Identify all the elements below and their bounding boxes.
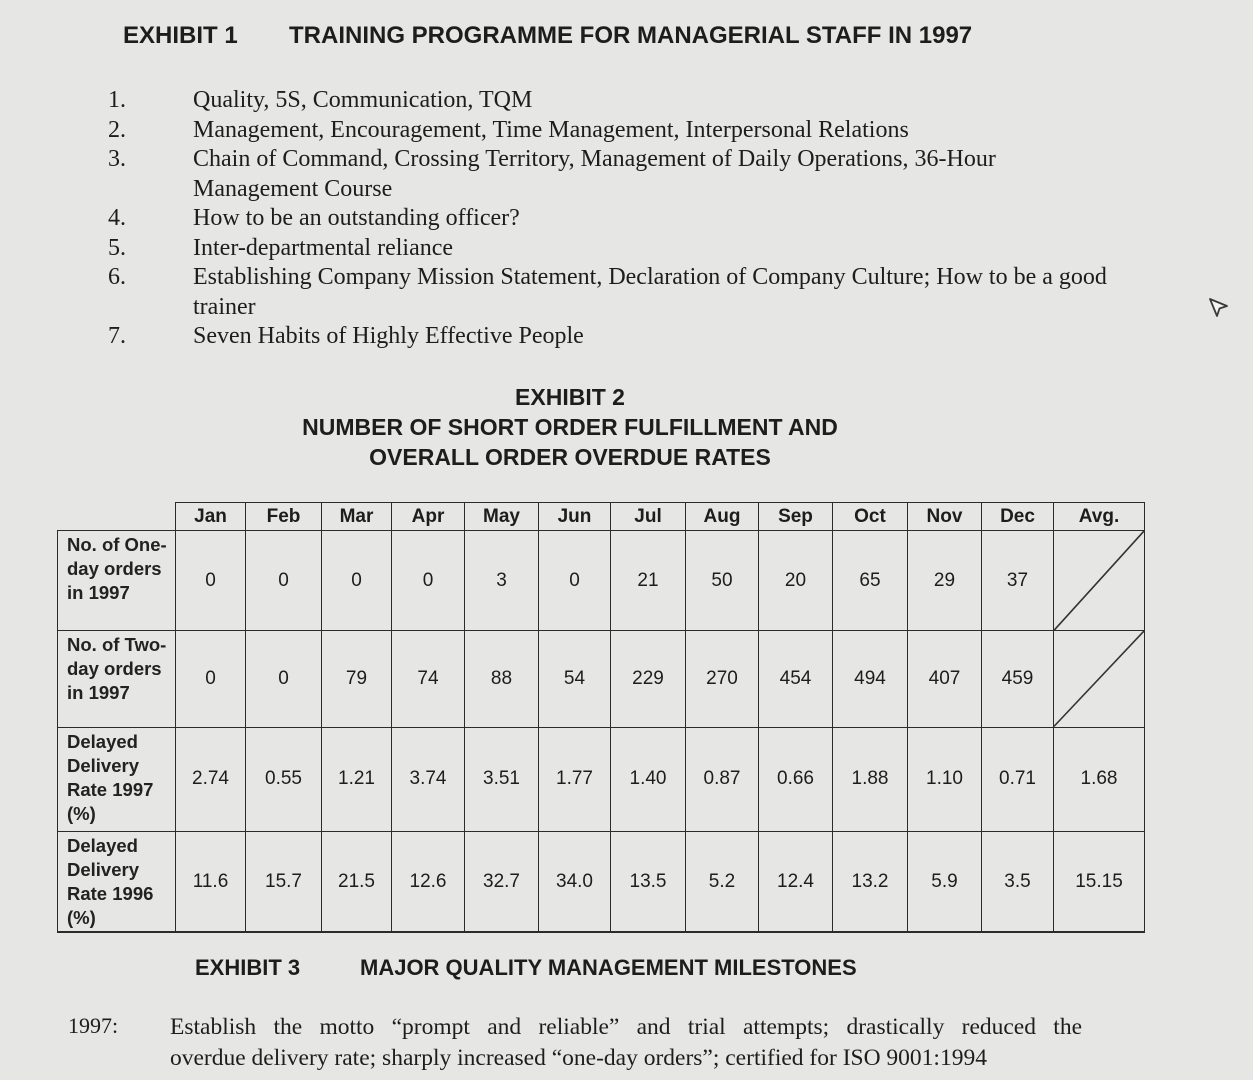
column-header: Nov bbox=[908, 503, 982, 531]
table-cell: 37 bbox=[982, 531, 1054, 631]
table-cell: 12.4 bbox=[759, 832, 833, 932]
column-header: May bbox=[465, 503, 539, 531]
table-cell: 50 bbox=[686, 531, 759, 631]
list-item bbox=[108, 86, 1108, 116]
table-cell: 32.7 bbox=[465, 832, 539, 932]
table-cell: 54 bbox=[539, 631, 611, 727]
milestone-year: 1997: bbox=[68, 1013, 119, 1038]
table-cell: 1.10 bbox=[908, 727, 982, 831]
exhibit1-label: EXHIBIT 1 bbox=[123, 22, 238, 49]
table-cell: 494 bbox=[833, 631, 908, 727]
exhibit2-table bbox=[57, 502, 1145, 933]
column-header: Dec bbox=[982, 503, 1054, 531]
list-item-number: 1. bbox=[108, 87, 126, 113]
mouse-pointer-icon bbox=[1207, 296, 1231, 322]
table-cell: 0.87 bbox=[686, 727, 759, 831]
table-cell: 11.6 bbox=[176, 832, 246, 932]
table-cell: 3.51 bbox=[465, 727, 539, 831]
list-item-text: Management, Encouragement, Time Management, Interpersonal Relations bbox=[193, 116, 909, 143]
table-cell: 3.5 bbox=[982, 832, 1054, 932]
table-row bbox=[58, 631, 1145, 727]
row-label: No. of One-day orders in 1997 bbox=[58, 531, 176, 631]
table-cell: 5.2 bbox=[686, 832, 759, 932]
exhibit2-title-line2: OVERALL ORDER OVERDUE RATES bbox=[369, 444, 771, 470]
table-cell: 0.55 bbox=[246, 727, 322, 831]
list-item bbox=[108, 116, 1108, 146]
table-cell: 0 bbox=[246, 531, 322, 631]
table-cell: 3.74 bbox=[392, 727, 465, 831]
table-row bbox=[58, 832, 1145, 932]
table-cell: 229 bbox=[611, 631, 686, 727]
milestone-text bbox=[170, 1012, 1082, 1074]
table-cell: 454 bbox=[759, 631, 833, 727]
list-item-number: 7. bbox=[108, 323, 126, 349]
list-item-text: Quality, 5S, Communication, TQM bbox=[193, 87, 533, 113]
column-header: Oct bbox=[833, 503, 908, 531]
diagonal-strike bbox=[1054, 531, 1144, 630]
table-cell: 2.74 bbox=[176, 727, 246, 831]
row-label: No. of Two-day orders in 1997 bbox=[58, 631, 176, 727]
list-item-number: 3. bbox=[108, 146, 126, 172]
list-item bbox=[108, 263, 1108, 322]
exhibit1-list bbox=[108, 86, 1108, 352]
table-cell: 1.77 bbox=[539, 727, 611, 831]
table-cell: 0 bbox=[539, 531, 611, 631]
list-item-number: 2. bbox=[108, 116, 126, 143]
list-item bbox=[108, 204, 1108, 234]
avg-cell: 15.15 bbox=[1054, 832, 1145, 932]
exhibit3-title: MAJOR QUALITY MANAGEMENT MILESTONES bbox=[360, 955, 857, 980]
table-row bbox=[58, 727, 1145, 831]
table-cell: 0 bbox=[176, 631, 246, 727]
milestone-text-line2: overdue delivery rate; sharply increased “one-day orders”; certified for ISO 9001:1994 bbox=[170, 1045, 987, 1071]
table-cell: 0 bbox=[246, 631, 322, 727]
table-cell: 0 bbox=[392, 531, 465, 631]
table-cell: 3 bbox=[465, 531, 539, 631]
table-cell: 21.5 bbox=[322, 832, 392, 932]
exhibit2-label: EXHIBIT 2 bbox=[515, 384, 625, 410]
table-header-row bbox=[58, 503, 1145, 531]
table-cell: 1.40 bbox=[611, 727, 686, 831]
table-cell: 1.88 bbox=[833, 727, 908, 831]
table-cell: 65 bbox=[833, 531, 908, 631]
table-corner-cell bbox=[58, 503, 176, 531]
row-label: Delayed Delivery Rate 1997 (%) bbox=[58, 727, 176, 831]
column-header: Mar bbox=[322, 503, 392, 531]
exhibit2-title bbox=[268, 382, 872, 472]
table-cell: 5.9 bbox=[908, 832, 982, 932]
list-item-number: 6. bbox=[108, 264, 126, 290]
column-header: Jan bbox=[176, 503, 246, 531]
list-item-text: Establishing Company Mission Statement, Declaration of Company Culture; How to be a good trainer bbox=[193, 264, 1107, 320]
exhibit3-label: EXHIBIT 3 bbox=[195, 955, 301, 980]
list-item-text: How to be an outstanding officer? bbox=[193, 205, 520, 231]
list-item-number: 4. bbox=[108, 205, 126, 231]
list-item bbox=[108, 322, 1108, 352]
column-header: Aug bbox=[686, 503, 759, 531]
list-item-text: Chain of Command, Crossing Territory, Management of Daily Operations, 36-Hour Management Course bbox=[193, 146, 996, 202]
column-header: Sep bbox=[759, 503, 833, 531]
table-cell: 20 bbox=[759, 531, 833, 631]
table-cell: 0.71 bbox=[982, 727, 1054, 831]
table-cell: 1.21 bbox=[322, 727, 392, 831]
table-cell: 13.2 bbox=[833, 832, 908, 932]
table-cell: 459 bbox=[982, 631, 1054, 727]
exhibit3-header bbox=[195, 955, 857, 981]
table-cell: 79 bbox=[322, 631, 392, 727]
column-header: Avg. bbox=[1054, 503, 1145, 531]
table-cell: 270 bbox=[686, 631, 759, 727]
exhibit1-header bbox=[123, 22, 972, 50]
table-cell: 0 bbox=[322, 531, 392, 631]
table-cell: 34.0 bbox=[539, 832, 611, 932]
list-item-text: Seven Habits of Highly Effective People bbox=[193, 323, 584, 349]
avg-cell: 1.68 bbox=[1054, 727, 1145, 831]
table-row bbox=[58, 531, 1145, 631]
column-header: Jul bbox=[611, 503, 686, 531]
exhibit2-title-line1: NUMBER OF SHORT ORDER FULFILLMENT AND bbox=[302, 414, 838, 440]
table-cell: 29 bbox=[908, 531, 982, 631]
avg-cell-empty bbox=[1054, 631, 1145, 727]
column-header: Feb bbox=[246, 503, 322, 531]
table-cell: 21 bbox=[611, 531, 686, 631]
table-cell: 12.6 bbox=[392, 832, 465, 932]
list-item-text: Inter-departmental reliance bbox=[193, 234, 454, 261]
column-header: Jun bbox=[539, 503, 611, 531]
avg-cell-empty bbox=[1054, 531, 1145, 631]
list-item bbox=[108, 145, 1108, 204]
milestone-text-line1: Establish the motto “prompt and reliable” and trial attempts; drastically reduced the bbox=[170, 1014, 1082, 1040]
table-cell: 407 bbox=[908, 631, 982, 727]
exhibit1-title: TRAINING PROGRAMME FOR MANAGERIAL STAFF IN 1997 bbox=[289, 22, 973, 49]
table-cell: 74 bbox=[392, 631, 465, 727]
list-item-number: 5. bbox=[108, 234, 126, 261]
row-label: Delayed Delivery Rate 1996 (%) bbox=[58, 832, 176, 932]
list-item bbox=[108, 234, 1108, 264]
table-cell: 0.66 bbox=[759, 727, 833, 831]
diagonal-strike bbox=[1054, 631, 1144, 726]
column-header: Apr bbox=[392, 503, 465, 531]
table-cell: 15.7 bbox=[246, 832, 322, 932]
table-cell: 88 bbox=[465, 631, 539, 727]
table-cell: 0 bbox=[176, 531, 246, 631]
table-cell: 13.5 bbox=[611, 832, 686, 932]
